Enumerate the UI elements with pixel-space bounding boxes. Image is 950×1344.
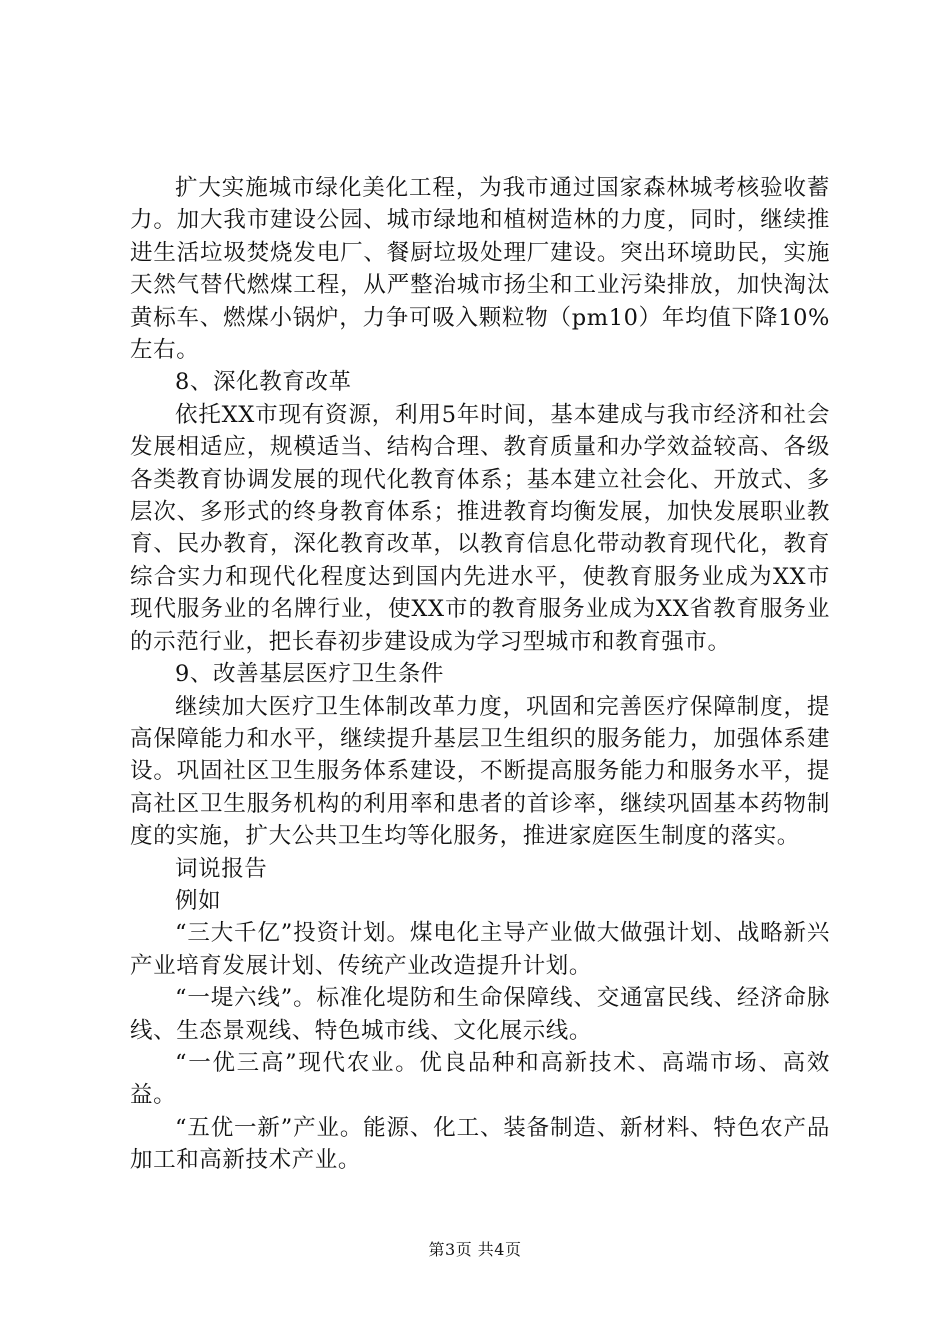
heading-glossary: 词说报告 xyxy=(175,855,268,882)
paragraph-modern-agriculture: “一优三高”现代农业。优良品种和高新技术、高端市场、高效益。 xyxy=(130,1049,830,1109)
paragraph-greening: 扩大实施城市绿化美化工程，为我市通过国家森林城考核验收蓄力。加大我市建设公园、城市绿地和植树造林的力度，同时，继续推进生活垃圾焚烧发电厂、餐厨垃圾处理厂建设。突出环境助民，实施天然气替代燃煤工程，从严整治城市扬尘和工业污染排放，加快淘汰黄标车、燃煤小锅炉，力争可吸入颗粒物（pm10）年均值下降10%左右。 xyxy=(130,175,830,364)
paragraph-five-plus-one-industry: “五优一新”产业。能源、化工、装备制造、新材料、特色农产品加工和高新技术产业。 xyxy=(130,1114,830,1174)
page-number-footer: 第3页 共4页 xyxy=(428,1240,522,1259)
paragraph-three-hundred-billion: “三大千亿”投资计划。煤电化主导产业做大做强计划、战略新兴产业培育发展计划、传统产业改造提升计划。 xyxy=(130,920,830,979)
heading-education-reform: 8、深化教育改革 xyxy=(175,369,352,396)
paragraph-example-label: 例如 xyxy=(175,887,222,914)
paragraph-one-dike-six-lines: “一堤六线”。标准化堤防和生命保障线、交通富民线、经济命脉线、生态景观线、特色城市线、文化展示线。 xyxy=(130,985,830,1044)
paragraph-healthcare: 继续加大医疗卫生体制改革力度，巩固和完善医疗保障制度，提高保障能力和水平，继续提升基层卫生组织的服务能力，加强体系建设。巩固社区卫生服务体系建设，不断提高服务能力和服务水平，提高社区卫生服务机构的利用率和患者的首诊率，继续巩固基本药物制度的实施，扩大公共卫生均等化服务，推进家庭医生制度的落实。 xyxy=(130,693,830,850)
paragraph-education: 依托XX市现有资源，利用5年时间，基本建成与我市经济和社会发展相适应，规模适当、结构合理、教育质量和办学效益较高、各级各类教育协调发展的现代化教育体系；基本建立社会化、开放式、多层次、多形式的终身教育体系；推进教育均衡发展，加快发展职业教育、民办教育，深化教育改革，以教育信息化带动教育现代化，教育综合实力和现代化程度达到国内先进水平，使教育服务业成为XX市现代服务业的名牌行业，使XX市的教育服务业成为XX省教育服务业的示范行业，把长春初步建设成为学习型城市和教育强市。 xyxy=(130,401,830,655)
document-body xyxy=(130,172,830,1177)
heading-healthcare: 9、改善基层医疗卫生条件 xyxy=(175,661,445,688)
